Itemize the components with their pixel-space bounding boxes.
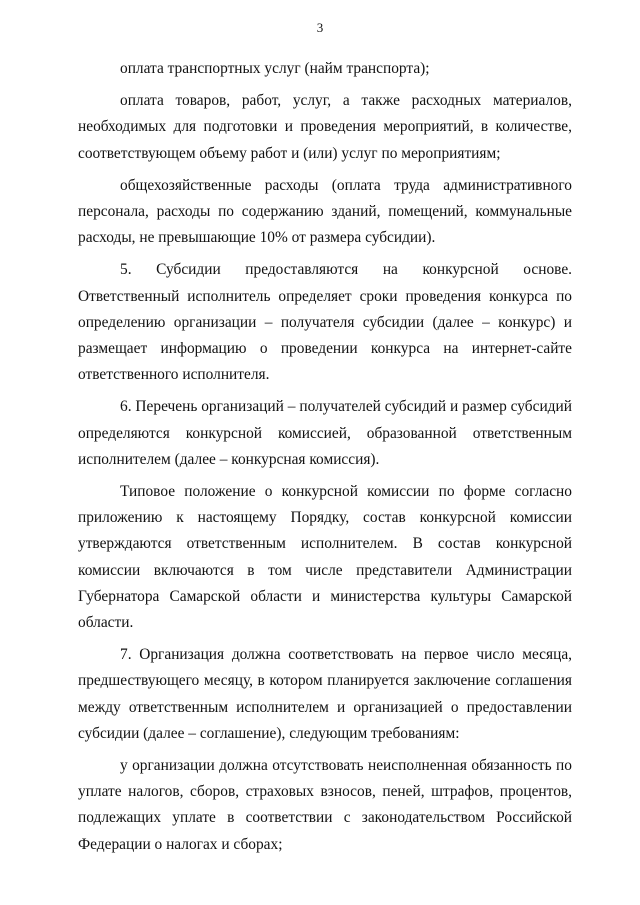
- paragraph-item-5-competitive-basis: 5. Субсидии предоставляются на конкурсной основе. Ответственный исполнитель определяет сроки проведения конкурса по определению организации – получателя субсидии (далее – конкурс) и размещает информацию о проведении конкурса на интернет-сайте ответственного исполнителя.: [78, 261, 572, 384]
- paragraph-goods-works-services: оплата товаров, работ, услуг, а также расходных материалов, необходимых для подготовки и проведения мероприятий, в количестве, соответствующем объему работ и (или) услуг по мероприятиям;: [78, 92, 572, 162]
- document-body: [78, 56, 572, 864]
- paragraph-commission-regulation: Типовое положение о конкурсной комиссии по форме согласно приложению к настоящему Порядку, состав конкурсной комиссии утверждаются ответственным исполнителем. В состав конкурсной комиссии включаются в том числе представители Администрации Губернатора Самарской области и министерства культуры Самарской области.: [78, 483, 572, 632]
- paragraph-item-7-requirements: 7. Организация должна соответствовать на первое число месяца, предшествующего месяцу, в котором планируется заключение соглашения между ответственным исполнителем и организацией о предоставлении субсидии (далее – соглашение), следующим требованиям:: [78, 646, 572, 742]
- paragraph-general-expenses: общехозяйственные расходы (оплата труда административного персонала, расходы по содержанию зданий, помещений, коммунальные расходы, не превышающие 10% от размера субсидии).: [78, 176, 572, 247]
- paragraph-item-6-competition-commission: 6. Перечень организаций – получателей субсидий и размер субсидий определяются конкурсной комиссией, образованной ответственным исполнителем (далее – конкурсная комиссия).: [78, 398, 572, 468]
- paragraph-tax-obligations: у организации должна отсутствовать неисполненная обязанность по уплате налогов, сборов, страховых взносов, пеней, штрафов, процентов, подлежащих уплате в соответствии с законодательством Российской Федерации о налогах и сборах;: [78, 757, 572, 853]
- paragraph-transport-services: оплата транспортных услуг (найм транспорта);: [120, 60, 430, 77]
- page-number: 3: [316, 20, 324, 35]
